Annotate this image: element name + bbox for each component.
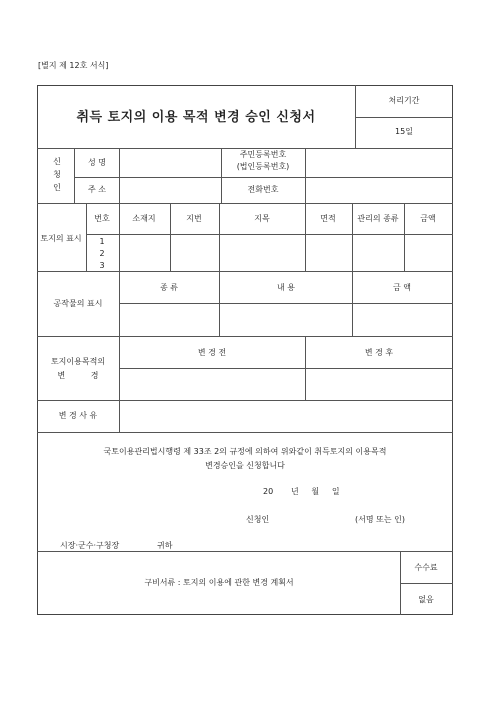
- page-title: 취득 토지의 이용 목적 변경 승인 신청서: [76, 110, 316, 125]
- date-line: 20 년 월 일: [263, 487, 340, 496]
- divider: [404, 203, 405, 271]
- divider: [352, 203, 353, 271]
- divider: [219, 271, 220, 336]
- divider: [119, 400, 120, 432]
- divider: [352, 271, 353, 336]
- land-row-number: 3: [99, 261, 105, 270]
- divider: [37, 203, 453, 204]
- purpose-change-label: 변 경: [57, 371, 99, 380]
- divider: [221, 148, 222, 203]
- divider: [400, 551, 401, 615]
- divider: [305, 148, 306, 203]
- land-row-number: 2: [99, 249, 105, 258]
- purpose-change-label: 토지이용목적의: [50, 357, 106, 366]
- land-label: 토지의 표시: [40, 234, 82, 243]
- divider: [305, 203, 306, 271]
- name-label: 성 명: [88, 158, 106, 167]
- reason-label: 변 경 사 유: [58, 411, 98, 420]
- applicant-sign-label: 신청인: [246, 515, 270, 524]
- divider: [170, 203, 171, 271]
- land-header: 금액: [420, 214, 436, 223]
- land-row-number: 1: [99, 237, 105, 246]
- land-header: 면적: [320, 214, 336, 223]
- fee-label: 수수료: [414, 563, 438, 572]
- processing-period-label: 처리기간: [388, 96, 420, 105]
- land-header: 소재지: [132, 214, 156, 223]
- structure-header: 내 용: [277, 283, 295, 292]
- land-header: 번호: [94, 214, 110, 223]
- land-header: 지번: [186, 214, 202, 223]
- applicant-label: 신 청 인: [53, 157, 61, 192]
- addressee: 시장·군수·구청장: [60, 541, 120, 550]
- divider: [119, 271, 120, 400]
- statement-line: 국토이용관리법시행령 제 33조 2의 규정에 의하여 위와같이 취득토지의 이용목적: [103, 447, 387, 456]
- divider: [37, 551, 453, 552]
- structure-label: 공작물의 표시: [53, 299, 103, 308]
- divider: [119, 203, 120, 271]
- divider: [86, 203, 87, 271]
- address-label: 주 소: [88, 185, 106, 194]
- required-documents: 구비서류 : 토지의 이용에 관한 변경 계획서: [144, 578, 294, 587]
- form-number: [별지 제 12호 서식]: [38, 61, 109, 70]
- divider: [37, 400, 453, 401]
- divider: [400, 583, 453, 584]
- fee-value: 없음: [418, 595, 434, 604]
- divider: [219, 203, 220, 271]
- phone-label: 전화번호: [247, 185, 279, 194]
- divider: [37, 432, 453, 433]
- divider: [355, 117, 453, 118]
- divider: [119, 148, 120, 203]
- resident-number-label: 주민등록번호: [239, 150, 287, 159]
- divider: [37, 271, 453, 272]
- divider: [119, 303, 453, 304]
- divider: [355, 85, 356, 148]
- land-header: 지목: [254, 214, 270, 223]
- honorific: 귀하: [157, 541, 173, 550]
- divider: [74, 148, 75, 203]
- structure-header: 종 류: [160, 283, 178, 292]
- divider: [119, 368, 453, 369]
- divider: [74, 177, 453, 178]
- corporate-number-label: (법인등록번호): [236, 162, 290, 171]
- processing-period-value: 15일: [395, 127, 413, 136]
- divider: [305, 336, 306, 400]
- signature-label: (서명 또는 인): [355, 515, 405, 524]
- statement-line: 변경승인을 신청합니다: [205, 461, 285, 470]
- structure-header: 금 액: [393, 283, 411, 292]
- land-header: 관리의 종류: [357, 214, 399, 223]
- after-change-label: 변 경 후: [364, 348, 394, 357]
- divider: [37, 336, 453, 337]
- before-change-label: 변 경 전: [197, 348, 227, 357]
- divider: [86, 234, 453, 235]
- divider: [37, 148, 453, 149]
